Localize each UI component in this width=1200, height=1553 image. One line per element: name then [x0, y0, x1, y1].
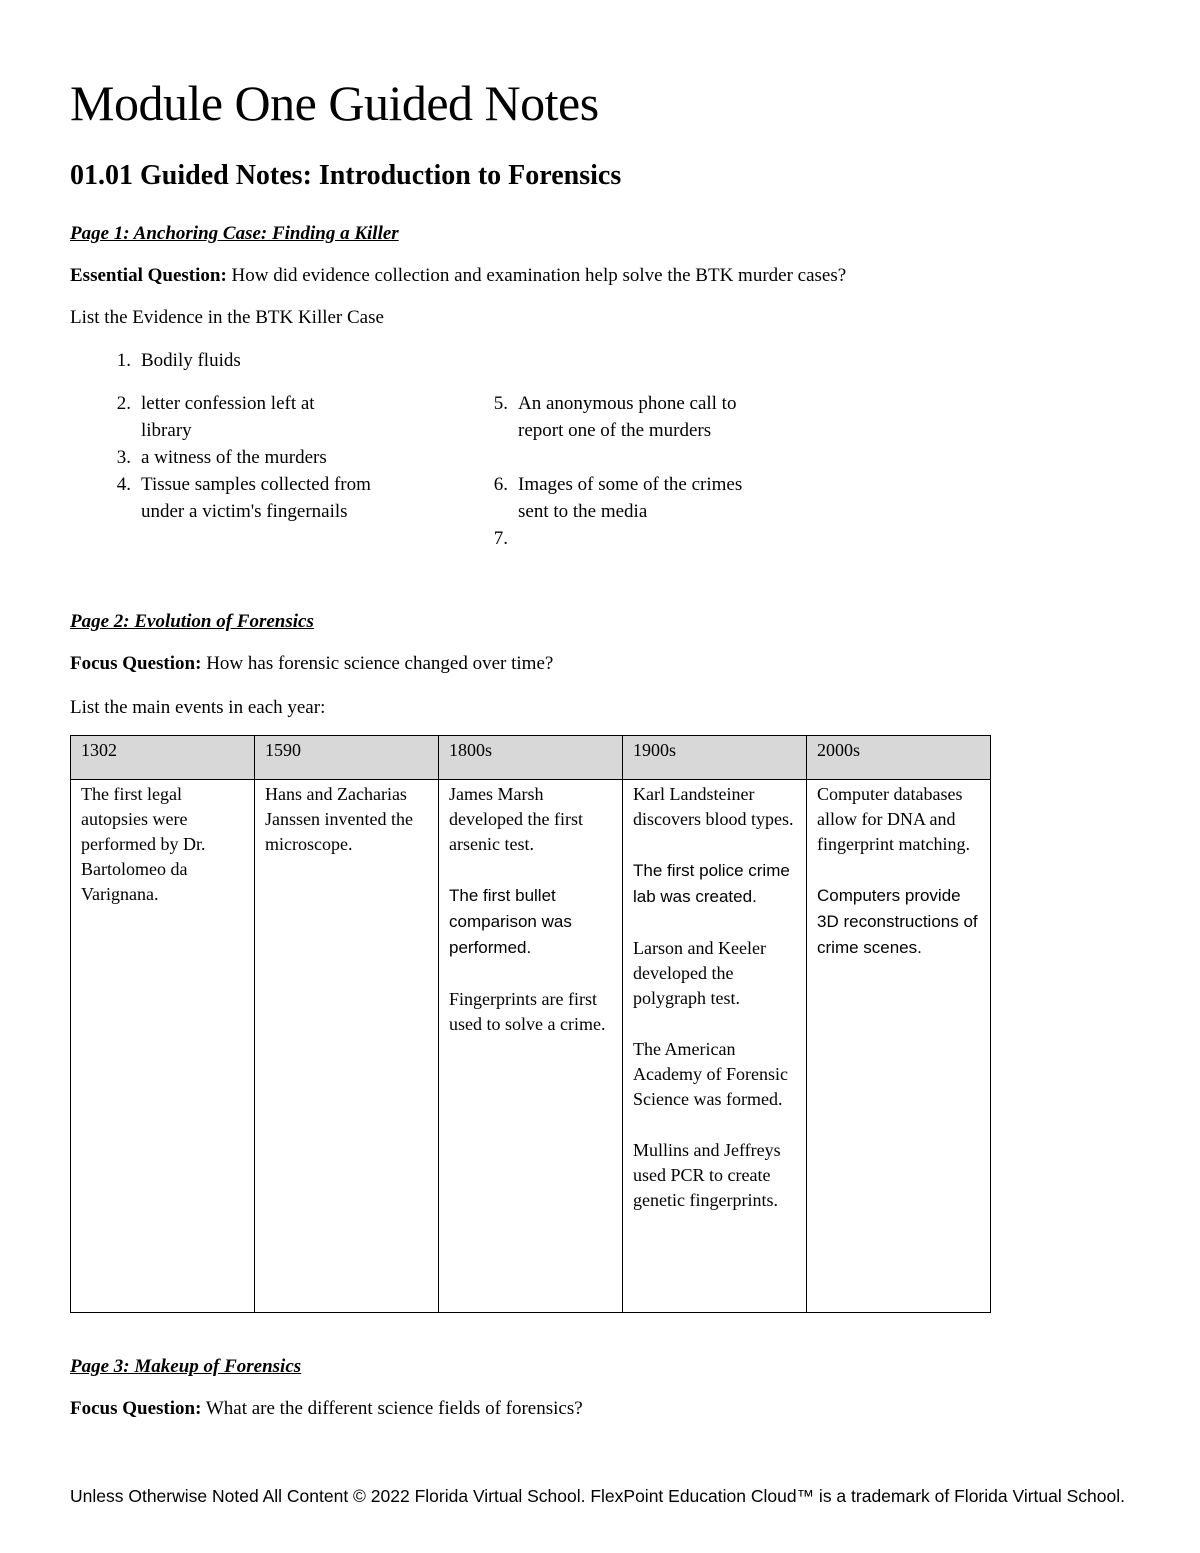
evidence-item-number: 6.	[493, 474, 508, 495]
evidence-list-prompt: List the Evidence in the BTK Killer Case	[70, 307, 384, 328]
timeline-event: Larson and Keeler developed the polygraph test.	[633, 938, 766, 1008]
forensics-timeline-table	[70, 735, 991, 1313]
essential-question-label: Essential Question:	[70, 265, 227, 286]
page1-essential-question	[70, 264, 846, 288]
evidence-item-number: 3.	[116, 447, 131, 468]
table-cell-1302	[71, 780, 255, 1313]
timeline-event: The first bullet comparison was performed.	[449, 886, 572, 957]
evidence-item-text: Images of some of the crimes sent to the media	[518, 474, 743, 522]
timeline-event: The American Academy of Forensic Science was formed.	[633, 1039, 788, 1109]
evidence-item-number: 4.	[116, 474, 131, 495]
timeline-event: Karl Landsteiner discovers blood types.	[633, 784, 794, 829]
evidence-item-text: Bodily fluids	[141, 350, 241, 371]
focus-question-text: What are the different science fields of forensics?	[201, 1398, 583, 1419]
page2-focus-question	[70, 652, 553, 676]
essential-question-text: How did evidence collection and examination help solve the BTK murder cases?	[226, 265, 847, 286]
table-row	[71, 780, 991, 1313]
timeline-event: Computers provide 3D reconstructions of crime scenes.	[817, 886, 978, 957]
evidence-item-number: 1.	[116, 350, 131, 371]
evidence-item-text: a witness of the murders	[141, 447, 327, 468]
focus-question-label: Focus Question:	[70, 1398, 202, 1419]
table-cell-1800s	[439, 780, 623, 1313]
evidence-item-text: An anonymous phone call to report one of the murders	[518, 393, 737, 441]
table-cell-1590	[255, 780, 439, 1313]
document-title: Module One Guided Notes	[70, 75, 599, 131]
evidence-item-text: letter confession left at library	[141, 393, 315, 441]
page3-focus-question	[70, 1397, 583, 1421]
evidence-item-text: Tissue samples collected from under a victim's fingernails	[141, 474, 371, 522]
table-header-row	[71, 736, 991, 780]
section-heading: 01.01 Guided Notes: Introduction to Forensics	[70, 160, 622, 191]
focus-question-label: Focus Question:	[70, 653, 202, 674]
table-header-1900s: 1900s	[623, 736, 807, 780]
page3-heading: Page 3: Makeup of Forensics	[70, 1356, 302, 1377]
evidence-item-number: 5.	[493, 393, 508, 414]
timeline-event: Hans and Zacharias Janssen invented the microscope.	[265, 784, 413, 854]
timeline-prompt: List the main events in each year:	[70, 697, 326, 718]
table-header-1590: 1590	[255, 736, 439, 780]
timeline-event: Computer databases allow for DNA and fingerprint matching.	[817, 784, 970, 854]
table-cell-1900s	[623, 780, 807, 1313]
page1-heading: Page 1: Anchoring Case: Finding a Killer	[70, 223, 399, 244]
timeline-event: The first police crime lab was created.	[633, 861, 790, 906]
timeline-event: Mullins and Jeffreys used PCR to create genetic fingerprints.	[633, 1140, 781, 1210]
evidence-item-number: 2.	[116, 393, 131, 414]
timeline-event: Fingerprints are first used to solve a crime.	[449, 989, 606, 1034]
table-header-1800s: 1800s	[439, 736, 623, 780]
focus-question-text: How has forensic science changed over time?	[201, 653, 554, 674]
timeline-event: The first legal autopsies were performed by Dr. Bartolomeo da Varignana.	[81, 784, 206, 904]
evidence-item-number: 7.	[493, 528, 508, 549]
copyright-footer: Unless Otherwise Noted All Content © 2022 Florida Virtual School. FlexPoint Education Cloud™ is a trademark of Florida Virtual School.	[70, 1486, 1125, 1506]
page2-heading: Page 2: Evolution of Forensics	[70, 611, 314, 632]
table-header-1302: 1302	[71, 736, 255, 780]
table-header-2000s: 2000s	[807, 736, 991, 780]
table-cell-2000s	[807, 780, 991, 1313]
timeline-event: James Marsh developed the first arsenic test.	[449, 784, 583, 854]
